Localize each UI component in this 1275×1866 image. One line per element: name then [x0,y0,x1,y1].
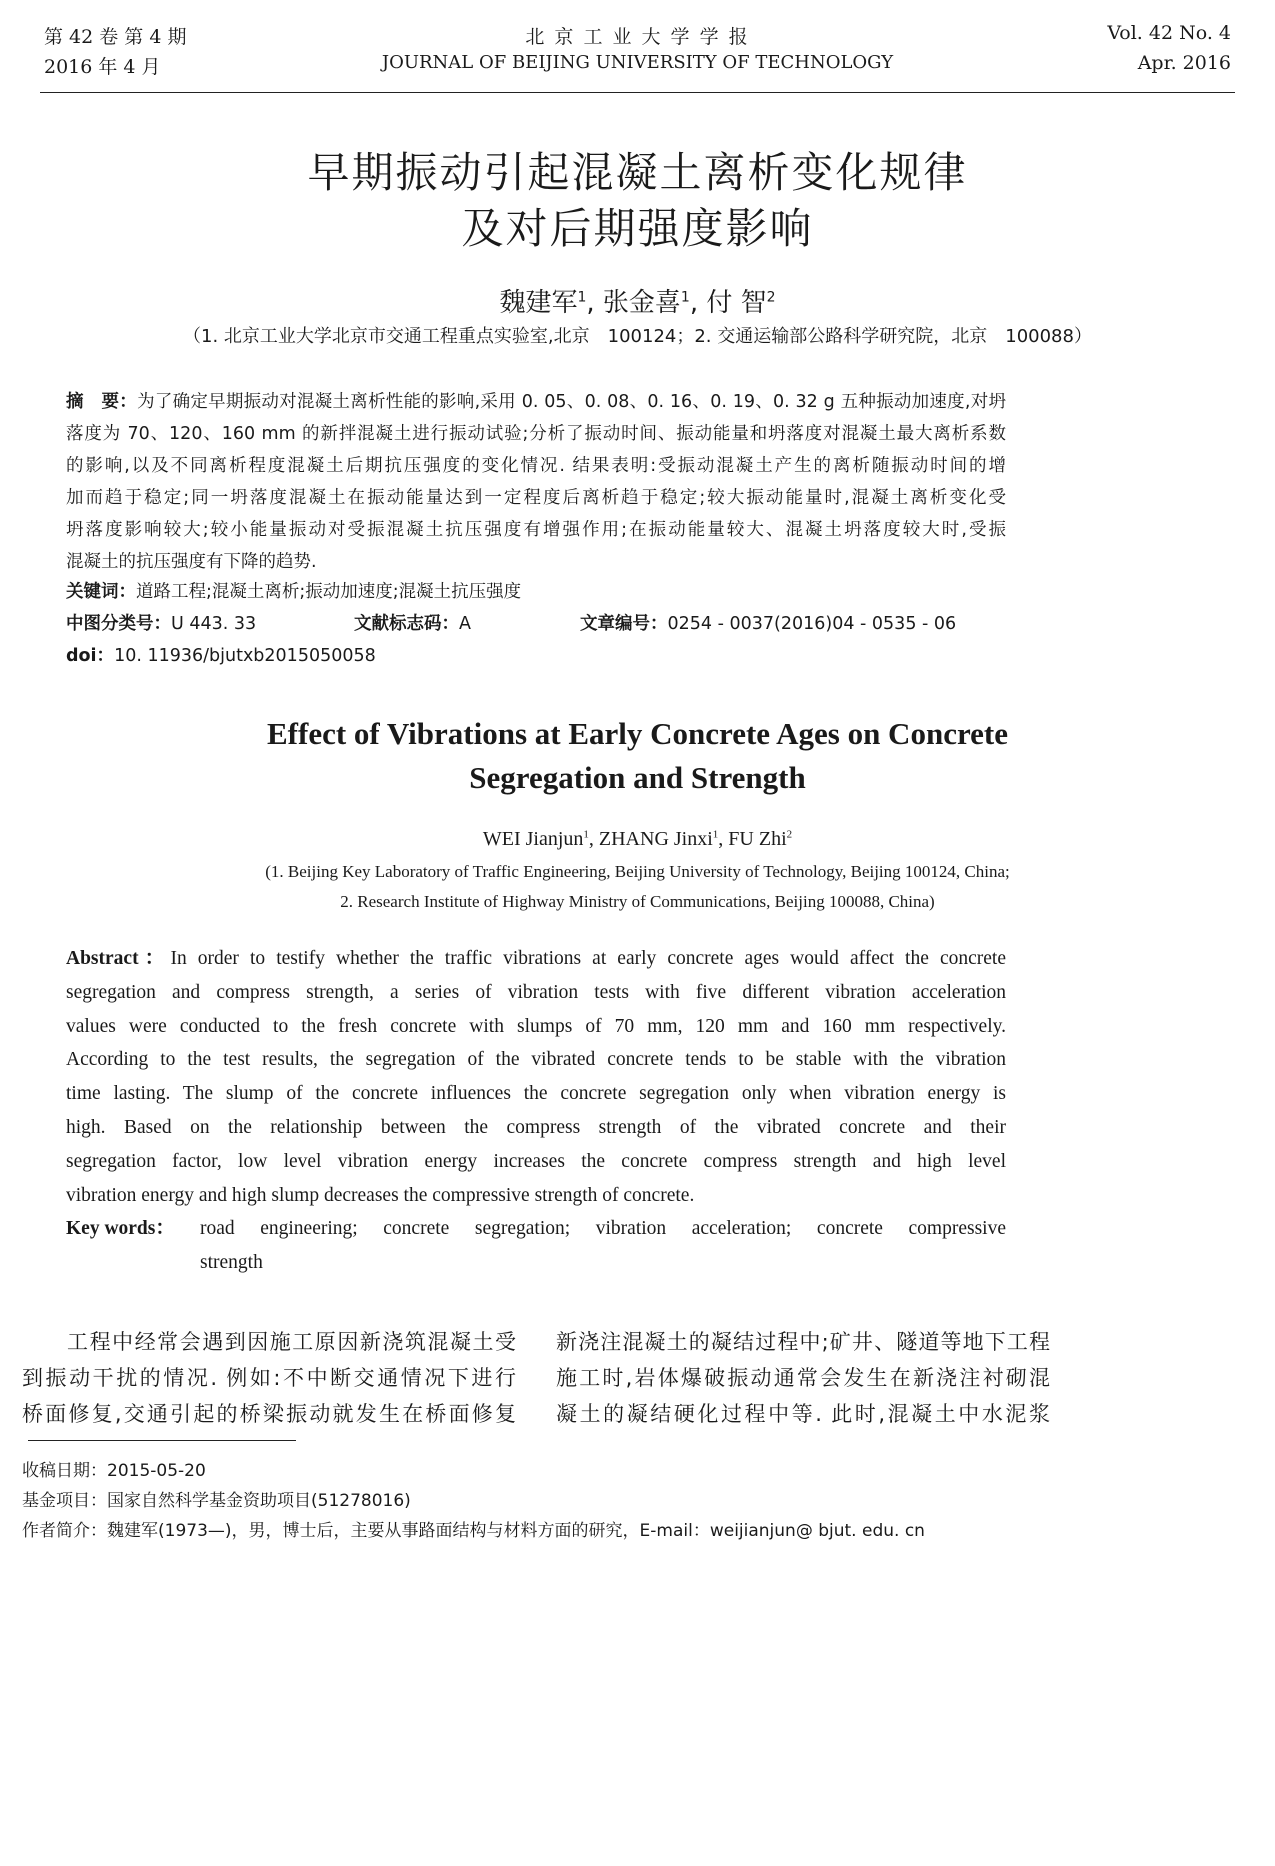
doc-code-label: 文献标志码： [354,614,459,634]
author-cn-1: 魏建军 [499,288,578,318]
abstract-cn [66,386,1006,578]
title-en-line1: Effect of Vibrations at Early Concrete Ages on Concrete [267,716,1008,751]
author-en-3-sup: 2 [786,828,793,841]
keywords-en-line2: strength [200,1251,263,1273]
abstract-cn-line: 加而趋于稳定;同一坍落度混凝土在振动能量达到一定程度后离析趋于稳定;较大振动能量时,混凝土离析变化受 [66,488,1006,508]
clc-value: U 443. 33 [171,614,257,634]
body-right-line: 施工时,岩体爆破振动通常会发生在新浇注衬砌混 [556,1366,1050,1390]
abstract-cn-line: 为了确定早期振动对混凝土离析性能的影响,采用 0. 05、0. 08、0. 16、0. 19、0. 32 g 五种振动加速度,对坍 [137,392,1007,412]
author-cn-2-sup: 1 [680,289,690,306]
header-date-cn: 2016 年 4 月 [44,56,161,78]
title-cn-line2: 及对后期强度影响 [461,204,814,253]
author-en-1-sup: 1 [583,828,589,841]
body-left-line: 桥面修复,交通引起的桥梁振动就发生在桥面修复 [22,1402,516,1426]
article-number-value: 0254 - 0037(2016)04 - 0535 - 06 [667,614,957,634]
clc-label: 中图分类号： [66,614,171,634]
abstract-en-label: Abstract： [66,948,171,969]
abstract-cn-line: 坍落度影响较大;较小能量振动对受振混凝土抗压强度有增强作用;在振动能量较大、混凝土坍落度较大时,受振 [66,520,1006,540]
author-cn-2: 张金喜 [602,288,681,318]
affiliation-en-line1: (1. Beijing Key Laboratory of Traffic Engineering, Beijing University of Technology, Beijing 100124, China; [265,862,1010,881]
body-right-line: 新浇注混凝土的凝结过程中;矿井、隧道等地下工程 [556,1330,1050,1354]
article-number-label: 文章编号： [580,614,668,634]
title-en-line2: Segregation and Strength [469,760,806,795]
abstract-en-line: time lasting. The slump of the concrete influences the concrete segregation only when vibration energy is [66,1083,1006,1105]
keywords-en-label: Key words： [66,1218,175,1239]
author-sep-2: , [689,288,699,318]
doi-value: 10. 11936/bjutxb2015050058 [114,646,376,666]
body-left-line: 工程中经常会遇到因施工原因新浇筑混凝土受 [22,1330,516,1354]
doc-code [354,610,471,635]
abstract-cn-line: 落度为 70、120、160 mm 的新拌混凝土进行振动试验;分析了振动时间、振动能量和坍落度对混凝土最大离析系数 [66,424,1006,444]
doi-label: doi： [66,646,115,666]
header-vol-no: Vol. 42 No. 4 [1107,22,1231,44]
footnote-author-bio: 作者简介：魏建军(1973—)，男，博士后，主要从事路面结构与材料方面的研究，E-mail：weijianjun@ bjut. edu. cn [22,1521,925,1541]
author-en-1: WEI Jianjun [482,828,584,850]
author-en-2-sup: 1 [712,828,719,841]
author-cn-1-sup: 1 [577,289,587,306]
author-en-3: FU Zhi [728,828,787,850]
keywords-cn-label: 关键词： [66,582,136,602]
keywords-en [200,1212,1006,1280]
keywords-cn [66,578,521,603]
author-cn-3-sup: 2 [766,289,776,306]
header-volume-issue: 第 42 卷 第 4 期 [44,26,187,48]
abstract-cn-line: 混凝土的抗压强度有下降的趋势. [66,552,317,572]
header-date-en: Apr. 2016 [1137,52,1231,74]
body-column-right [556,1324,1050,1432]
abstract-en [66,942,1006,1212]
keywords-cn-text: 道路工程;混凝土离析;振动加速度;混凝土抗压强度 [136,582,522,602]
body-column-left [22,1324,516,1432]
abstract-cn-label: 摘 要： [66,392,138,412]
body-right-line: 凝土的凝结硬化过程中等. 此时,混凝土中水泥浆 [556,1402,1050,1426]
abstract-en-line: vibration energy and high slump decreases the compressive strength of concrete. [66,1184,695,1206]
author-en-sep-1: , [588,828,594,850]
keywords-en-line1: road engineering; concrete segregation; vibration acceleration; concrete compressive [200,1218,1006,1239]
author-en-2: ZHANG Jinxi [598,828,713,850]
doc-code-value: A [459,614,471,634]
abstract-en-line: According to the test results, the segregation of the vibrated concrete tends to be stable with the vibration [66,1049,1006,1071]
author-sep-1: , [586,288,595,318]
header-rule [40,92,1235,93]
abstract-en-line: high. Based on the relationship between the compress strength of the vibrated concrete and their [66,1116,1006,1138]
abstract-cn-line: 的影响,以及不同离析程度混凝土后期抗压强度的变化情况. 结果表明:受振动混凝土产生的离析随振动时间的增 [66,456,1006,476]
footnote-fund: 基金项目：国家自然科学基金资助项目(51278016) [22,1491,411,1511]
title-cn-line1: 早期振动引起混凝土离析变化规律 [307,148,968,197]
header-journal-cn: 北 京 工 业 大 学 学 报 [525,26,750,48]
doi [66,642,376,667]
article-number [580,610,956,635]
footnote-rule [28,1440,296,1441]
author-cn-3: 付 智 [706,288,767,318]
affiliation-en-line2: 2. Research Institute of Highway Ministry of Communications, Beijing 100088, China) [340,892,935,911]
abstract-en-line: segregation and compress strength, a series of vibration tests with five different vibration acceleration [66,981,1006,1003]
author-en-sep-2: , [718,828,724,850]
authors-en [0,828,1275,851]
body-left-line: 到振动干扰的情况. 例如:不中断交通情况下进行 [22,1366,516,1390]
abstract-en-line: segregation factor, low level vibration energy increases the concrete compress strength and high level [66,1150,1006,1172]
authors-cn [0,282,1275,319]
footnote-received: 收稿日期：2015-05-20 [22,1461,206,1481]
abstract-en-line: In order to testify whether the traffic vibrations at early concrete ages would affect the concrete [170,948,1006,969]
clc-number [66,610,256,635]
affiliation-cn: （1. 北京工业大学北京市交通工程重点实验室,北京 100124；2. 交通运输部公路科学研究院，北京 100088） [183,326,1092,347]
abstract-en-line: values were conducted to the fresh concrete with slumps of 70 mm, 120 mm and 160 mm respectively. [66,1015,1006,1037]
header-journal-en: JOURNAL OF BEIJING UNIVERSITY OF TECHNOLOGY [381,52,894,73]
